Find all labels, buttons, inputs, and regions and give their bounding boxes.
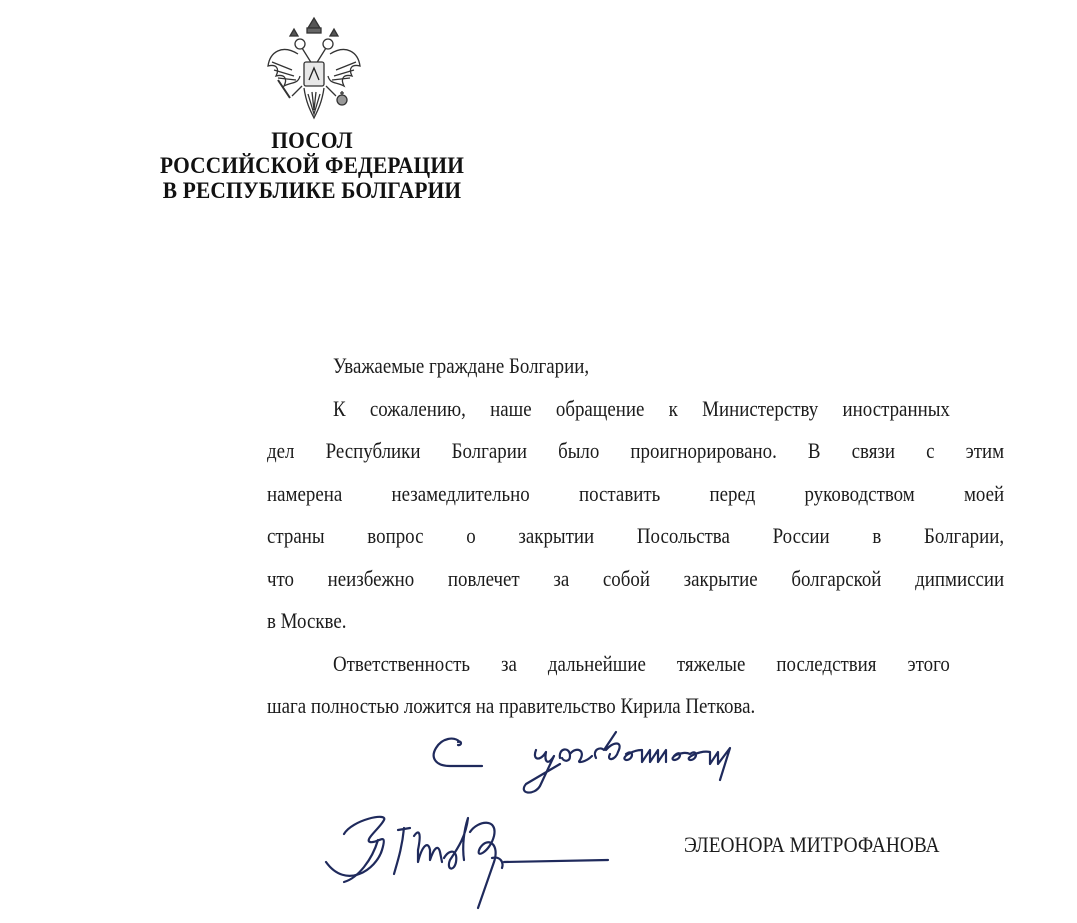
signer-name: ЭЛЕОНОРА МИТРОФАНОВА [684, 832, 940, 857]
paragraph-1 [267, 388, 1004, 643]
paragraph-2 [267, 643, 1004, 728]
paragraph-line: что неизбежно повлечет за собой закрытие болгарской дипмиссии [267, 565, 1005, 591]
coat-of-arms-icon [262, 14, 366, 126]
letterhead [112, 128, 512, 203]
paragraph-line: в Москве. [267, 608, 347, 633]
salutation [267, 345, 1004, 388]
paragraph-line: шага полностью ложится на правительство Кирила Петкова. [267, 693, 756, 718]
handwritten-closing [420, 728, 890, 798]
salutation-text: Уважаемые граждане Болгарии, [333, 353, 590, 378]
paragraph-line: дел Республики Болгарии было проигнорировано. В связи с этим [267, 438, 1005, 463]
paragraph-line: Ответственность за дальнейшие тяжелые последствия этого [333, 650, 950, 676]
letter-body [267, 345, 1004, 728]
letterhead-line-title: ПОСОЛ [271, 128, 353, 153]
letterhead-line-country: РОССИЙСКОЙ ФЕДЕРАЦИИ [159, 153, 465, 178]
signature [318, 800, 618, 910]
paragraph-line: страны вопрос о закрытии Посольства России в Болгарии, [267, 523, 1005, 548]
letterhead-line-location: В РЕСПУБЛИКЕ БОЛГАРИИ [162, 178, 462, 203]
paragraph-line: К сожалению, наше обращение к Министерству иностранных [333, 395, 950, 421]
paragraph-line: намерена незамедлительно поставить перед руководством моей [267, 480, 1005, 506]
